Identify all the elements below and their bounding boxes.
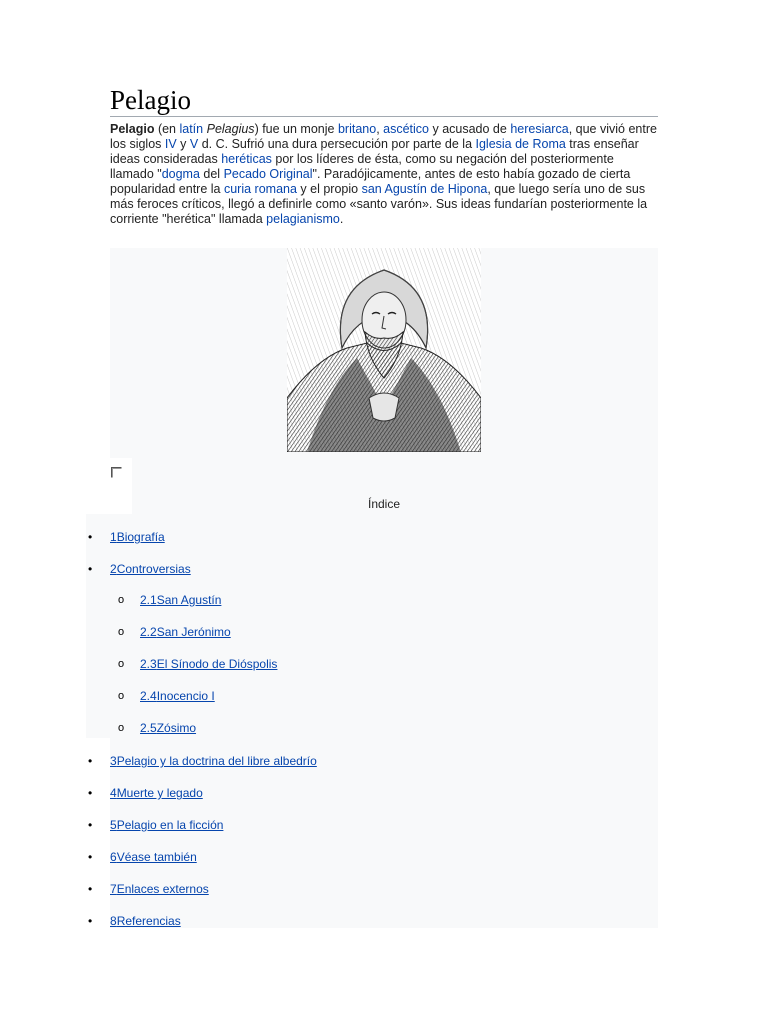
intro-text: , que vivió entre los siglos <box>110 122 657 151</box>
toc-item-zosimo[interactable] <box>118 721 197 736</box>
intro-text: , que luego sería uno de sus más feroces críticos, llegó a definirle como «santo varón». Sus ideas fundarían posteriormente la corriente "herética" llamada <box>110 182 648 226</box>
intro-text: ) fue un monje <box>254 122 338 136</box>
toc-item-sinodo-de-diospolis[interactable] <box>118 657 278 672</box>
toc-title: Índice <box>367 497 401 511</box>
toc-link[interactable]: 7Enlaces externos <box>110 882 209 896</box>
intro-text: y acusado de <box>429 122 511 136</box>
toc-link[interactable]: 2.1San Agustín <box>140 593 222 607</box>
toc-link[interactable]: 2.2San Jerónimo <box>140 625 231 639</box>
subject-name: Pelagio <box>110 122 155 136</box>
link-curia-romana[interactable]: curia romana <box>223 182 297 196</box>
intro-text: y el propio <box>296 182 362 196</box>
intro-paragraph <box>110 122 658 227</box>
toc-link[interactable]: 8Referencias <box>110 914 181 928</box>
toc-item-inocencio-i[interactable] <box>118 689 215 704</box>
toc-item-san-jeronimo[interactable] <box>118 625 231 640</box>
toc-link[interactable]: 2.4Inocencio I <box>140 689 215 703</box>
toc-link[interactable]: 4Muerte y legado <box>110 786 203 800</box>
toc-item-libre-albedrio[interactable] <box>88 754 317 769</box>
intro-text: d. C. Sufrió una dura persecución por parte de la <box>198 137 476 151</box>
toc-item-muerte-y-legado[interactable] <box>88 786 203 801</box>
toc-item-pelagio-en-la-ficcion[interactable] <box>88 818 224 833</box>
latin-name: Pelagius <box>206 122 255 136</box>
intro-text: tras enseñar ideas consideradas <box>110 137 639 166</box>
bullet-circle: o <box>118 594 125 606</box>
toc-link[interactable]: 2.5Zósimo <box>140 721 197 735</box>
checkbox-icon-glyph <box>111 467 122 478</box>
intro-text: del <box>199 167 224 181</box>
toc-link[interactable]: 3Pelagio y la doctrina del libre albedrío <box>110 754 317 768</box>
intro-text: y <box>176 137 190 151</box>
toc-link[interactable]: 5Pelagio en la ficción <box>110 818 224 832</box>
link-ascetico[interactable]: ascético <box>383 122 429 136</box>
bullet-circle: o <box>118 658 125 670</box>
checkbox-icon[interactable] <box>111 465 122 476</box>
toc-link[interactable]: 2Controversias <box>110 562 191 576</box>
toc-item-referencias[interactable] <box>88 914 181 929</box>
page-title: Pelagio <box>110 84 658 117</box>
link-pecado-original[interactable]: Pecado Original <box>223 167 313 181</box>
intro-text: . <box>339 212 344 226</box>
bullet-circle: o <box>118 626 125 638</box>
bullet-disc: • <box>88 754 93 768</box>
link-dogma[interactable]: dogma <box>161 167 200 181</box>
toc-item-san-agustin[interactable] <box>118 593 222 608</box>
bullet-disc: • <box>88 882 93 896</box>
bullet-circle: o <box>118 722 125 734</box>
toc-item-controversias[interactable] <box>88 562 191 577</box>
link-siglo-v[interactable]: V <box>189 137 199 151</box>
intro-text: (en <box>154 122 180 136</box>
link-hereticas[interactable]: heréticas <box>221 152 272 166</box>
toc-link[interactable]: 6Véase también <box>110 850 197 864</box>
toc-item-enlaces-externos[interactable] <box>88 882 209 897</box>
link-pelagianismo[interactable]: pelagianismo <box>266 212 340 226</box>
toc-item-biografia[interactable] <box>88 530 165 545</box>
bullet-disc: • <box>88 562 93 576</box>
bullet-disc: • <box>88 914 93 928</box>
bullet-disc: • <box>88 786 93 800</box>
toc-item-vease-tambien[interactable] <box>88 850 197 865</box>
link-san-agustin-de-hipona[interactable]: san Agustín de Hipona <box>361 182 488 196</box>
link-britano[interactable]: britano <box>337 122 377 136</box>
bullet-disc: • <box>88 818 93 832</box>
bullet-circle: o <box>118 690 125 702</box>
toc-link[interactable]: 1Biografía <box>110 530 165 544</box>
bullet-disc: • <box>88 530 93 544</box>
link-latin[interactable]: latín <box>179 122 204 136</box>
portrait-image <box>287 248 481 452</box>
bullet-disc: • <box>88 850 93 864</box>
link-siglo-iv[interactable]: IV <box>164 137 177 151</box>
link-iglesia-de-roma[interactable]: Iglesia de Roma <box>475 137 566 151</box>
intro-text: , <box>376 122 384 136</box>
intro-text: por los líderes de ésta, como su negación del posteriormente llamado " <box>110 152 614 181</box>
toc-link[interactable]: 2.3El Sínodo de Dióspolis <box>140 657 278 671</box>
link-heresiarca[interactable]: heresiarca <box>510 122 569 136</box>
portrait-engraving-image <box>287 248 481 452</box>
intro-text: ". Paradójicamente, antes de esto había gozado de cierta popularidad entre la <box>110 167 631 196</box>
